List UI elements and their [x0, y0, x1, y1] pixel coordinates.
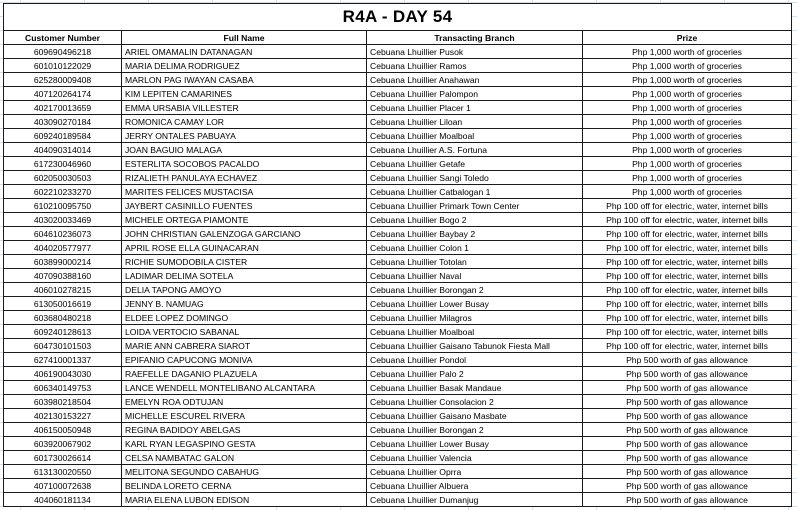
branch-cell[interactable]: Cebuana Lhuillier Bogo 2 — [367, 213, 583, 227]
branch-cell[interactable]: Cebuana Lhuillier Pusok — [367, 45, 583, 59]
customer-number-cell[interactable]: 603980218504 — [4, 395, 122, 409]
customer-number-cell[interactable]: 406150050948 — [4, 423, 122, 437]
branch-cell[interactable]: Cebuana Lhuillier Gaisano Tabunok Fiesta Mall — [367, 339, 583, 353]
branch-cell[interactable]: Cebuana Lhuillier Colon 1 — [367, 241, 583, 255]
prize-cell[interactable]: Php 1,000 worth of groceries — [583, 143, 792, 157]
table-row — [4, 381, 792, 395]
table-row — [4, 423, 792, 437]
customer-number-cell[interactable]: 609690496218 — [4, 45, 122, 59]
branch-cell[interactable]: Cebuana Lhuillier Consolacion 2 — [367, 395, 583, 409]
table-row — [4, 353, 792, 367]
branch-cell[interactable]: Cebuana Lhuillier Primark Town Center — [367, 199, 583, 213]
customer-number-cell[interactable]: 604610236073 — [4, 227, 122, 241]
table-row — [4, 255, 792, 269]
customer-number-cell[interactable]: 613050016619 — [4, 297, 122, 311]
table-row — [4, 101, 792, 115]
full-name-cell[interactable]: JERRY ONTALES PABUAYA — [122, 129, 367, 143]
table-row — [4, 227, 792, 241]
prize-cell[interactable]: Php 500 worth of gas allowance — [583, 367, 792, 381]
prize-cell[interactable]: Php 100 off for electric, water, internet bills — [583, 227, 792, 241]
full-name-cell[interactable]: MARIA DELIMA RODRIGUEZ — [122, 59, 367, 73]
table-row — [4, 87, 792, 101]
table-row — [4, 59, 792, 73]
branch-cell[interactable]: Cebuana Lhuillier Catbalogan 1 — [367, 185, 583, 199]
customer-number-cell[interactable]: 406010278215 — [4, 283, 122, 297]
customer-number-cell[interactable]: 406190043030 — [4, 367, 122, 381]
table-row — [4, 157, 792, 171]
branch-cell[interactable]: Cebuana Lhuillier Ramos — [367, 59, 583, 73]
branch-cell[interactable]: Cebuana Lhuillier Basak Mandaue — [367, 381, 583, 395]
customer-number-cell[interactable]: 603899000214 — [4, 255, 122, 269]
full-name-cell[interactable]: JAYBERT CASINILLO FUENTES — [122, 199, 367, 213]
customer-number-cell[interactable]: 613130020550 — [4, 465, 122, 479]
winners-table — [3, 3, 792, 507]
full-name-cell[interactable]: KIM LEPITEN CAMARINES — [122, 87, 367, 101]
header-row — [4, 31, 792, 45]
prize-cell[interactable]: Php 500 worth of gas allowance — [583, 423, 792, 437]
full-name-cell[interactable]: JENNY B. NAMUAG — [122, 297, 367, 311]
table-row — [4, 465, 792, 479]
table-row — [4, 199, 792, 213]
header-customer-number[interactable]: Customer Number — [4, 31, 122, 45]
branch-cell[interactable]: Cebuana Lhuillier Milagros — [367, 311, 583, 325]
table-row — [4, 213, 792, 227]
customer-number-cell[interactable]: 610210095750 — [4, 199, 122, 213]
table-row — [4, 269, 792, 283]
customer-number-cell[interactable]: 609240128613 — [4, 325, 122, 339]
table-row — [4, 339, 792, 353]
table-row — [4, 325, 792, 339]
prize-cell[interactable]: Php 100 off for electric, water, internet bills — [583, 255, 792, 269]
customer-number-cell[interactable]: 601730026614 — [4, 451, 122, 465]
customer-number-cell[interactable]: 602210233270 — [4, 185, 122, 199]
full-name-cell[interactable]: EMELYN ROA ODTUJAN — [122, 395, 367, 409]
full-name-cell[interactable]: ARIEL OMAMALIN DATANAGAN — [122, 45, 367, 59]
prize-cell[interactable]: Php 100 off for electric, water, internet bills — [583, 325, 792, 339]
full-name-cell[interactable]: CELSA NAMBATAC GALON — [122, 451, 367, 465]
prize-cell[interactable]: Php 100 off for electric, water, internet bills — [583, 269, 792, 283]
full-name-cell[interactable]: JOAN BAGUIO MALAGA — [122, 143, 367, 157]
sheet-title[interactable]: R4A - DAY 54 — [4, 4, 792, 31]
customer-number-cell[interactable]: 407100072638 — [4, 479, 122, 493]
customer-number-cell[interactable]: 404020577977 — [4, 241, 122, 255]
full-name-cell[interactable]: MARLON PAG IWAYAN CASABA — [122, 73, 367, 87]
customer-number-cell[interactable]: 625280009408 — [4, 73, 122, 87]
full-name-cell[interactable]: REGINA BADIDOY ABELGAS — [122, 423, 367, 437]
header-full-name[interactable]: Full Name — [122, 31, 367, 45]
full-name-cell[interactable]: RAEFELLE DAGANIO PLAZUELA — [122, 367, 367, 381]
table-row — [4, 479, 792, 493]
prize-cell[interactable]: Php 1,000 worth of groceries — [583, 129, 792, 143]
prize-cell[interactable]: Php 100 off for electric, water, internet bills — [583, 213, 792, 227]
full-name-cell[interactable]: EPIFANIO CAPUCONG MONIVA — [122, 353, 367, 367]
prize-cell[interactable]: Php 500 worth of gas allowance — [583, 479, 792, 493]
customer-number-cell[interactable]: 407090388160 — [4, 269, 122, 283]
branch-cell[interactable]: Cebuana Lhuillier Pondol — [367, 353, 583, 367]
full-name-cell[interactable]: MARITES FELICES MUSTACISA — [122, 185, 367, 199]
prize-cell[interactable]: Php 1,000 worth of groceries — [583, 73, 792, 87]
branch-cell[interactable]: Cebuana Lhuillier Gaisano Masbate — [367, 409, 583, 423]
branch-cell[interactable]: Cebuana Lhuillier Lower Busay — [367, 437, 583, 451]
customer-number-cell[interactable]: 601010122029 — [4, 59, 122, 73]
full-name-cell[interactable]: MICHELLE ESCUREL RIVERA — [122, 409, 367, 423]
table-row — [4, 437, 792, 451]
customer-number-cell[interactable]: 407120264174 — [4, 87, 122, 101]
table-row — [4, 241, 792, 255]
branch-cell[interactable]: Cebuana Lhuillier Placer 1 — [367, 101, 583, 115]
customer-number-cell[interactable]: 403090270184 — [4, 115, 122, 129]
table-row — [4, 297, 792, 311]
customer-number-cell[interactable]: 603920067902 — [4, 437, 122, 451]
full-name-cell[interactable]: MICHELE ORTEGA PIAMONTE — [122, 213, 367, 227]
header-prize[interactable]: Prize — [583, 31, 792, 45]
customer-number-cell[interactable]: 402170013659 — [4, 101, 122, 115]
full-name-cell[interactable]: LANCE WENDELL MONTELIBANO ALCANTARA — [122, 381, 367, 395]
branch-cell[interactable]: Cebuana Lhuillier Palompon — [367, 87, 583, 101]
table-row — [4, 493, 792, 507]
header-transacting-branch[interactable]: Transacting Branch — [367, 31, 583, 45]
prize-cell[interactable]: Php 1,000 worth of groceries — [583, 87, 792, 101]
prize-cell[interactable]: Php 100 off for electric, water, internet bills — [583, 297, 792, 311]
full-name-cell[interactable]: EMMA URSABIA VILLESTER — [122, 101, 367, 115]
table-row — [4, 367, 792, 381]
table-row — [4, 171, 792, 185]
prize-cell[interactable]: Php 100 off for electric, water, internet bills — [583, 339, 792, 353]
customer-number-cell[interactable]: 606340149753 — [4, 381, 122, 395]
prize-cell[interactable]: Php 1,000 worth of groceries — [583, 171, 792, 185]
prize-cell[interactable]: Php 500 worth of gas allowance — [583, 437, 792, 451]
customer-number-cell[interactable]: 404060181134 — [4, 493, 122, 507]
branch-cell[interactable]: Cebuana Lhuillier Albuera — [367, 479, 583, 493]
customer-number-cell[interactable]: 617230046960 — [4, 157, 122, 171]
branch-cell[interactable]: Cebuana Lhuillier Naval — [367, 269, 583, 283]
prize-cell[interactable]: Php 1,000 worth of groceries — [583, 185, 792, 199]
customer-number-cell[interactable]: 402130153227 — [4, 409, 122, 423]
full-name-cell[interactable]: ELDEE LOPEZ DOMINGO — [122, 311, 367, 325]
branch-cell[interactable]: Cebuana Lhuillier Lower Busay — [367, 297, 583, 311]
branch-cell[interactable]: Cebuana Lhuillier Getafe — [367, 157, 583, 171]
prize-cell[interactable]: Php 1,000 worth of groceries — [583, 45, 792, 59]
customer-number-cell[interactable]: 627410001337 — [4, 353, 122, 367]
full-name-cell[interactable]: LOIDA VERTOCIO SABANAL — [122, 325, 367, 339]
prize-cell[interactable]: Php 100 off for electric, water, internet bills — [583, 241, 792, 255]
table-row — [4, 129, 792, 143]
customer-number-cell[interactable]: 404090314014 — [4, 143, 122, 157]
table-row — [4, 283, 792, 297]
prize-cell[interactable]: Php 500 worth of gas allowance — [583, 409, 792, 423]
customer-number-cell[interactable]: 604730101503 — [4, 339, 122, 353]
full-name-cell[interactable]: RIZALIETH PANULAYA ECHAVEZ — [122, 171, 367, 185]
customer-number-cell[interactable]: 603680480218 — [4, 311, 122, 325]
full-name-cell[interactable]: MARIE ANN CABRERA SIAROT — [122, 339, 367, 353]
full-name-cell[interactable]: LADIMAR DELIMA SOTELA — [122, 269, 367, 283]
table-row — [4, 185, 792, 199]
customer-number-cell[interactable]: 403020033469 — [4, 213, 122, 227]
prize-cell[interactable]: Php 100 off for electric, water, internet bills — [583, 199, 792, 213]
full-name-cell[interactable]: RICHIE SUMODOBILA CISTER — [122, 255, 367, 269]
table-row — [4, 73, 792, 87]
prize-cell[interactable]: Php 500 worth of gas allowance — [583, 493, 792, 507]
branch-cell[interactable]: Cebuana Lhuillier Liloan — [367, 115, 583, 129]
full-name-cell[interactable]: MELITONA SEGUNDO CABAHUG — [122, 465, 367, 479]
customer-number-cell[interactable]: 609240189584 — [4, 129, 122, 143]
prize-cell[interactable]: Php 100 off for electric, water, internet bills — [583, 283, 792, 297]
branch-cell[interactable]: Cebuana Lhuillier Anahawan — [367, 73, 583, 87]
table-row — [4, 45, 792, 59]
full-name-cell[interactable]: MARIA ELENA LUBON EDISON — [122, 493, 367, 507]
branch-cell[interactable]: Cebuana Lhuillier Oprra — [367, 465, 583, 479]
prize-cell[interactable]: Php 1,000 worth of groceries — [583, 101, 792, 115]
branch-cell[interactable]: Cebuana Lhuillier Baybay 2 — [367, 227, 583, 241]
full-name-cell[interactable]: JOHN CHRISTIAN GALENZOGA GARCIANO — [122, 227, 367, 241]
prize-cell[interactable]: Php 500 worth of gas allowance — [583, 395, 792, 409]
prize-cell[interactable]: Php 500 worth of gas allowance — [583, 465, 792, 479]
branch-cell[interactable]: Cebuana Lhuillier Borongan 2 — [367, 423, 583, 437]
full-name-cell[interactable]: KARL RYAN LEGASPINO GESTA — [122, 437, 367, 451]
prize-cell[interactable]: Php 1,000 worth of groceries — [583, 59, 792, 73]
table-row — [4, 115, 792, 129]
table-row — [4, 143, 792, 157]
branch-cell[interactable]: Cebuana Lhuillier Moalboal — [367, 325, 583, 339]
branch-cell[interactable]: Cebuana Lhuillier Borongan 2 — [367, 283, 583, 297]
customer-number-cell[interactable]: 602050030503 — [4, 171, 122, 185]
branch-cell[interactable]: Cebuana Lhuillier Totolan — [367, 255, 583, 269]
table-row — [4, 395, 792, 409]
branch-cell[interactable]: Cebuana Lhuillier Moalboal — [367, 129, 583, 143]
table-row — [4, 451, 792, 465]
title-row — [4, 4, 792, 31]
table-row — [4, 409, 792, 423]
full-name-cell[interactable]: ESTERLITA SOCOBOS PACALDO — [122, 157, 367, 171]
branch-cell[interactable]: Cebuana Lhuillier Valencia — [367, 451, 583, 465]
full-name-cell[interactable]: BELINDA LORETO CERNA — [122, 479, 367, 493]
prize-cell[interactable]: Php 500 worth of gas allowance — [583, 353, 792, 367]
branch-cell[interactable]: Cebuana Lhuillier Sangi Toledo — [367, 171, 583, 185]
full-name-cell[interactable]: DELIA TAPONG AMOYO — [122, 283, 367, 297]
prize-cell[interactable]: Php 100 off for electric, water, internet bills — [583, 311, 792, 325]
prize-cell[interactable]: Php 1,000 worth of groceries — [583, 115, 792, 129]
branch-cell[interactable]: Cebuana Lhuillier A.S. Fortuna — [367, 143, 583, 157]
full-name-cell[interactable]: ROMONICA CAMAY LOR — [122, 115, 367, 129]
full-name-cell[interactable]: APRIL ROSE ELLA GUINACARAN — [122, 241, 367, 255]
prize-cell[interactable]: Php 500 worth of gas allowance — [583, 381, 792, 395]
branch-cell[interactable]: Cebuana Lhuillier Dumanjug — [367, 493, 583, 507]
prize-cell[interactable]: Php 500 worth of gas allowance — [583, 451, 792, 465]
branch-cell[interactable]: Cebuana Lhuillier Palo 2 — [367, 367, 583, 381]
table-row — [4, 311, 792, 325]
prize-cell[interactable]: Php 1,000 worth of groceries — [583, 157, 792, 171]
